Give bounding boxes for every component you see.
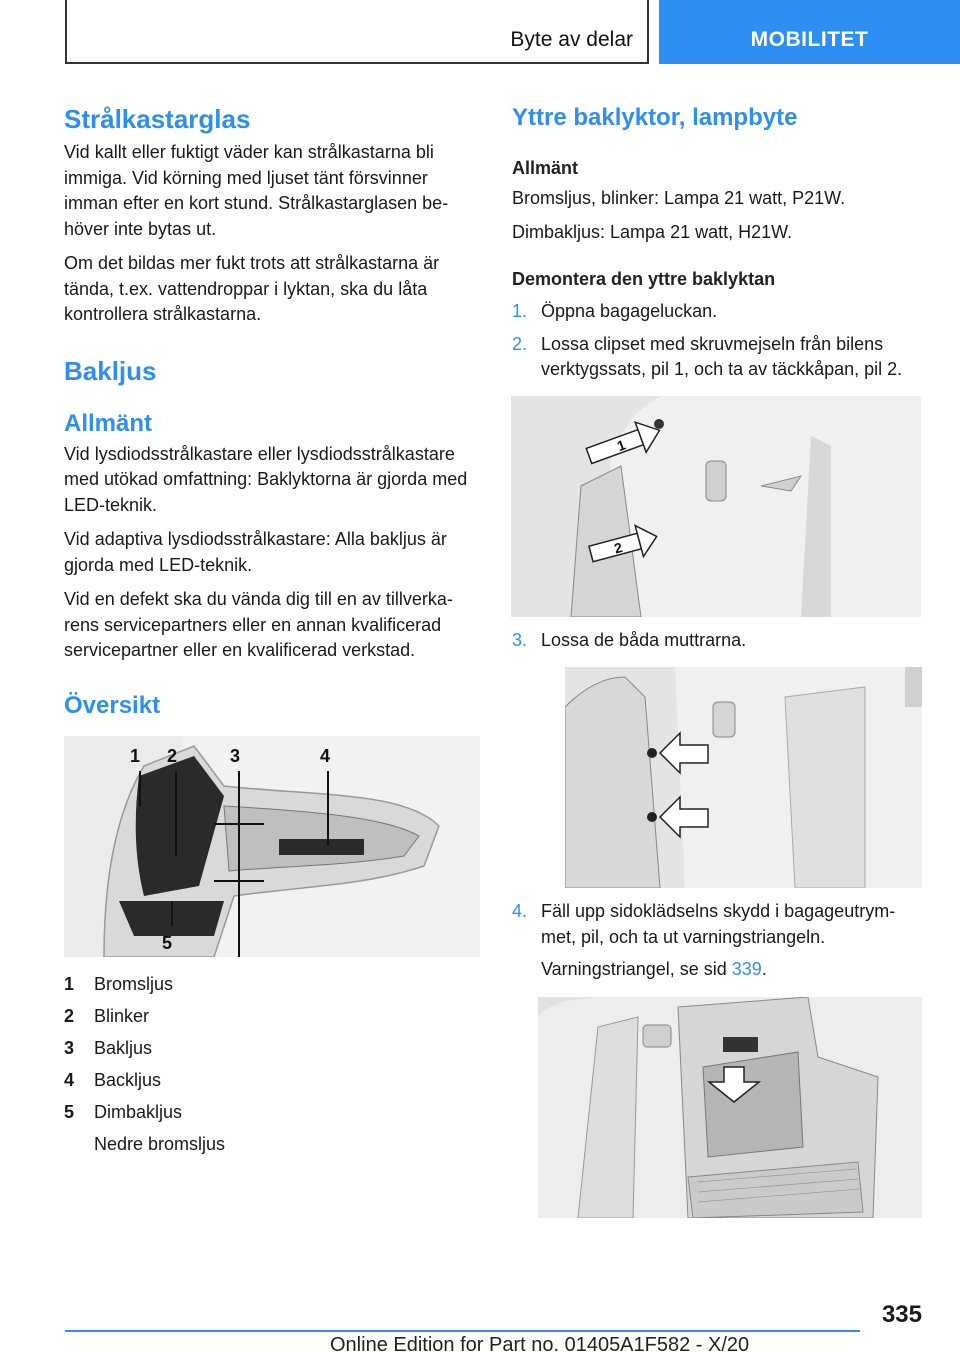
step-text: Lossa clipset med skruvmejseln från bilens verktygssats, pil 1, och ta av täckkåpan, pil 2. <box>541 333 903 379</box>
page-number: 335 <box>881 1301 922 1328</box>
legend-number: 4 <box>64 1069 75 1090</box>
step-item <box>512 332 924 383</box>
paragraph: Bromsljus, blinker: Lampa 21 watt, P21W. <box>512 188 846 208</box>
heading-general: Allmänt <box>512 158 579 178</box>
legend-number: 1 <box>64 973 75 994</box>
page-link[interactable]: 339 <box>731 959 762 979</box>
left-column <box>64 102 479 1157</box>
step-number: 2. <box>512 333 528 354</box>
legend-number: 5 <box>64 1101 75 1122</box>
figure-label-4: 4 <box>320 745 331 766</box>
paragraph: Om det bildas mer fukt trots att strålkastarna är tända, t.ex. vattendroppar i lyktan, ska du låta kontrollera strålkastarna. <box>64 253 440 324</box>
figure-label-2: 2 <box>167 745 178 766</box>
chapter-label: MOBILITET <box>750 28 869 51</box>
legend-text: Dimbakljus <box>94 1101 183 1122</box>
paragraph: Vid lysdiodsstrålkastare eller lysdiodsstrålkastare med utökad omfattning: Baklyktorna är gjorda med LED-teknik. <box>64 443 468 515</box>
legend-number: 2 <box>64 1005 75 1026</box>
figure-label-1: 1 <box>130 745 141 766</box>
step-number: 4. <box>512 901 528 921</box>
arrow-2-label: 2 <box>612 538 625 556</box>
legend-text: Nedre bromsljus <box>94 1133 226 1154</box>
step-number: 1. <box>512 301 528 321</box>
step-number: 3. <box>512 629 528 650</box>
cover-removal-illustration <box>511 396 921 617</box>
chapter-tab[interactable] <box>659 0 960 64</box>
legend-text: Backljus <box>94 1069 162 1090</box>
steps-list <box>512 628 924 654</box>
right-column <box>512 102 924 1218</box>
note-end: . <box>761 959 767 979</box>
nuts-illustration <box>565 667 922 888</box>
steps-list <box>512 299 924 383</box>
heading-general: Allmänt <box>64 409 153 437</box>
step4-note <box>512 957 924 983</box>
note-text: Varningstriangel, se sid <box>541 959 732 979</box>
figure-label-5: 5 <box>162 932 173 953</box>
step3-figure <box>565 667 922 888</box>
step-text: Lossa de båda muttrarna. <box>541 629 747 650</box>
paragraph: Vid kallt eller fuktigt väder kan strålkastarna bli immiga. Vid körning med ljuset tänt försvinner imman efter en kort stund. Strålkastarglasen behöver inte bytas ut. <box>64 142 449 239</box>
legend-number: 3 <box>64 1037 75 1058</box>
legend-text: Bakljus <box>94 1037 153 1058</box>
warning-triangle-illustration <box>538 997 922 1218</box>
heading-headlight-glass: Strålkastarglas <box>64 104 251 134</box>
step-text: Öppna bagageluckan. <box>541 301 718 321</box>
edition-text: Online Edition for Part no. 01405A1F582 - X/20 <box>330 1334 750 1356</box>
taillight-figure <box>64 736 480 957</box>
legend-text: Blinker <box>94 1005 150 1026</box>
step2-figure <box>511 396 921 617</box>
section-title: Byte av delar <box>510 28 633 51</box>
step4-figure <box>538 997 922 1218</box>
header-box <box>65 0 649 64</box>
heading-rear-lights: Bakljus <box>64 355 157 386</box>
footer-divider <box>65 1330 860 1332</box>
step-item <box>512 899 924 950</box>
paragraph: Vid en defekt ska du vända dig till en av tillverkarens servicepartners eller en annan kvalificerad servicepartner eller en kvalificerad verkstad. <box>64 589 453 660</box>
taillight-illustration <box>64 736 480 957</box>
paragraph: Vid adaptiva lysdiodsstrålkastare: Alla bakljus är gjorda med LED-teknik. <box>64 529 447 575</box>
arrow-1-label: 1 <box>614 435 628 454</box>
legend-list <box>64 971 479 1157</box>
legend-text: Bromsljus <box>94 973 174 994</box>
steps-list <box>512 899 924 950</box>
step-item <box>512 299 924 325</box>
step-text: Fäll upp sidoklädselns skydd i bagageutrymmet, pil, och ta ut varningstriangeln. <box>541 901 896 947</box>
step-item <box>512 628 924 654</box>
paragraph: Dimbakljus: Lampa 21 watt, H21W. <box>512 221 793 242</box>
figure-label-3: 3 <box>230 745 241 766</box>
heading-overview: Översikt <box>64 691 161 719</box>
heading-remove-taillight: Demontera den yttre baklyktan <box>512 269 776 289</box>
heading-outer-taillights: Yttre baklyktor, lampbyte <box>512 104 798 131</box>
